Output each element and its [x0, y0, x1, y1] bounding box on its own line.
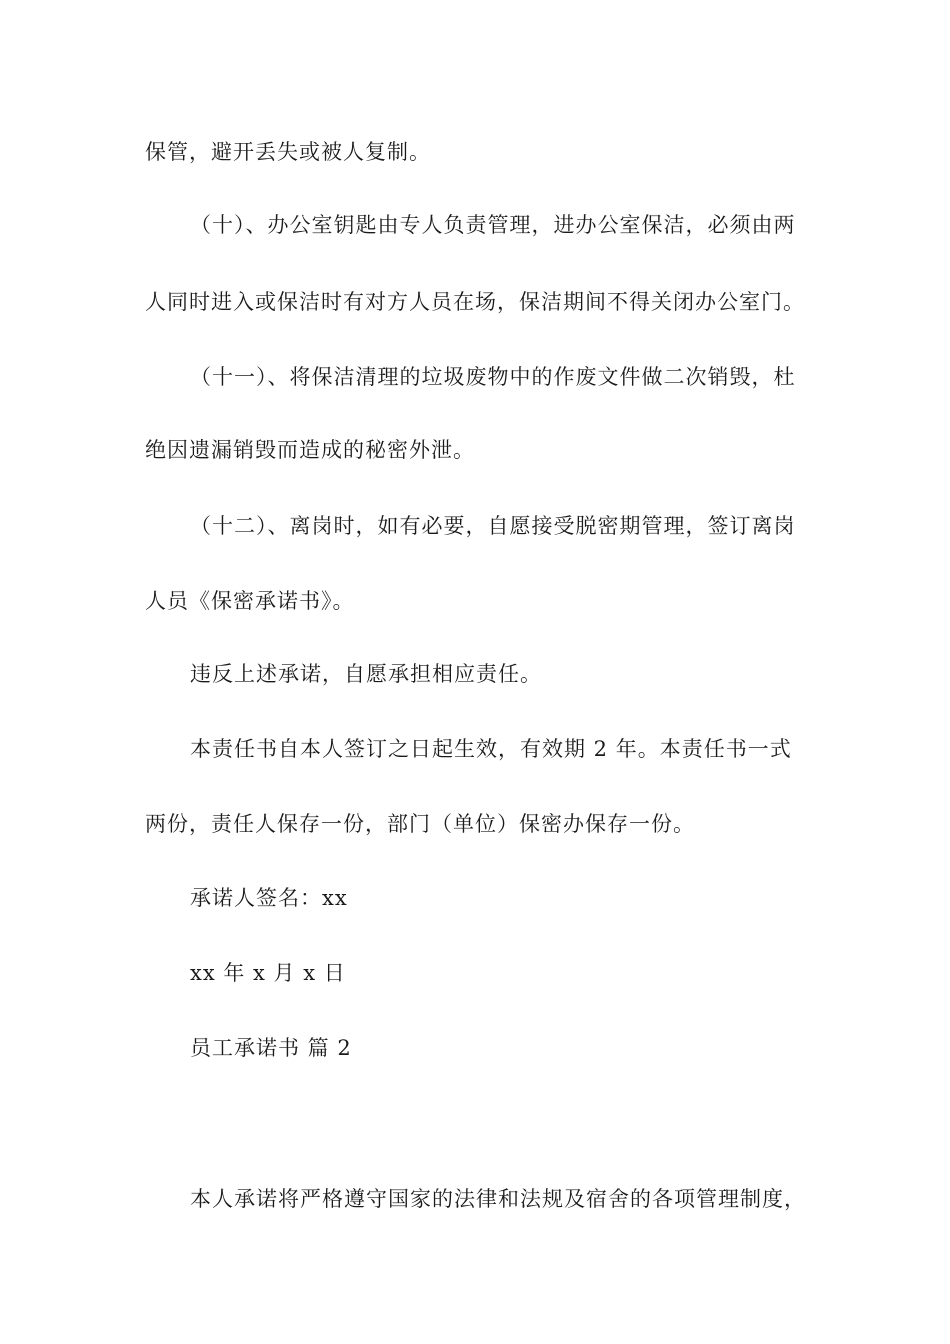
paragraph-line: 人员《保密承诺书》。: [145, 589, 355, 613]
date-line: xx 年 x 月 x 日: [190, 961, 346, 985]
paragraph-line: （十一）、将保洁清理的垃圾废物中的作废文件做二次销毁，杜: [190, 365, 796, 389]
section-heading: 员工承诺书 篇 2: [190, 1036, 352, 1060]
signature-line: 承诺人签名：xx: [190, 886, 348, 910]
paragraph-line: 绝因遗漏销毁而造成的秘密外泄。: [145, 438, 475, 462]
paragraph-line: 两份，责任人保存一份，部门（单位）保密办保存一份。: [145, 812, 695, 836]
paragraph-line: 保管，避开丢失或被人复制。: [145, 140, 431, 164]
paragraph-line: 本责任书自本人签订之日起生效，有效期 2 年。本责任书一式: [190, 737, 792, 761]
paragraph-line: 人同时进入或保洁时有对方人员在场，保洁期间不得关闭办公室门。: [145, 290, 805, 314]
paragraph-line: 违反上述承诺，自愿承担相应责任。: [190, 662, 542, 686]
paragraph-line: 本人承诺将严格遵守国家的法律和法规及宿舍的各项管理制度，: [190, 1187, 806, 1211]
paragraph-line: （十二）、离岗时，如有必要，自愿接受脱密期管理，签订离岗: [190, 514, 796, 538]
paragraph-line: （十）、办公室钥匙由专人负责管理，进办公室保洁，必须由两: [190, 213, 796, 237]
